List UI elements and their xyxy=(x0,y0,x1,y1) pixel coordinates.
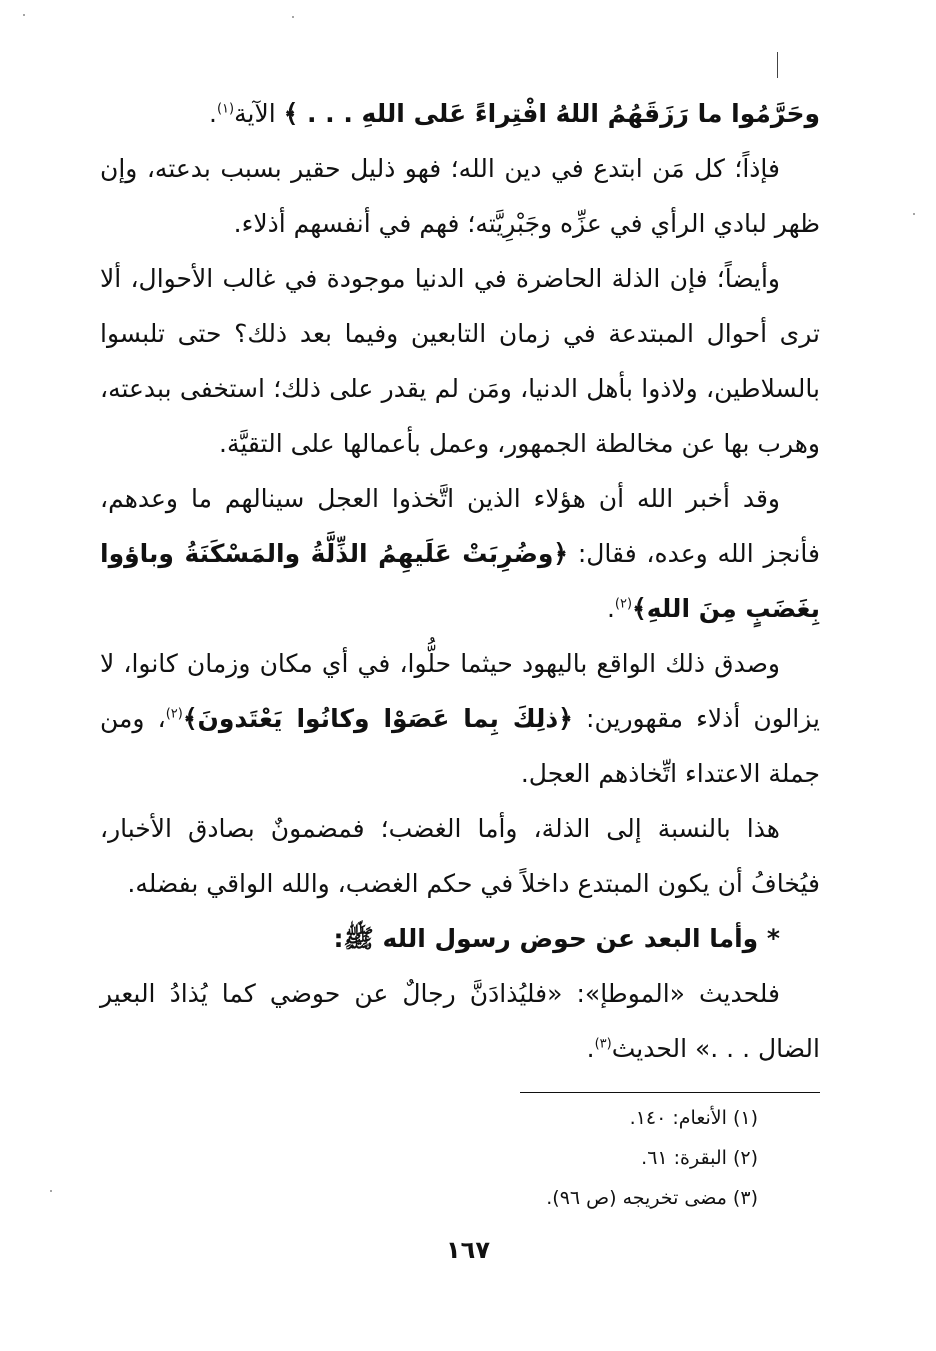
footnote-1: (١) الأنعام: ١٤٠. xyxy=(629,1107,758,1129)
paragraph-text: هذا بالنسبة إلى الذلة، وأما الغضب؛ فمضمونٌ بصادق الأخبار، فيُخافُ أن يكون المبتدع داخلاً في حكم الغضب، والله الواقي بفضله. xyxy=(100,814,820,898)
footnote-ref: (٢) xyxy=(614,596,633,612)
paragraph-text: وقد أخبر الله أن هؤلاء الذين اتَّخذوا العجل سينالهم ما وعدهم، فأنجز الله وعده، فقال: xyxy=(100,484,820,568)
paragraph-text: . xyxy=(586,1034,595,1063)
footnote-ref: (٣) xyxy=(594,1036,612,1052)
paragraph-text: وصدق ذلك الواقع باليهود حيثما حلُّوا، في أي مكان وزمان كانوا، لا يزالون أذلاء مقهورين: xyxy=(100,649,821,733)
paragraph xyxy=(100,471,820,636)
scan-speck xyxy=(50,1190,52,1192)
paragraph xyxy=(100,251,820,471)
footnote-ref: (١) xyxy=(216,101,235,117)
margin-mark xyxy=(777,52,778,78)
scan-speck xyxy=(292,16,294,18)
paragraph xyxy=(100,966,820,1076)
paragraph-text: الآية xyxy=(234,99,284,128)
paragraph xyxy=(100,86,820,141)
footnote-separator xyxy=(520,1092,820,1093)
paragraph xyxy=(100,911,820,966)
page-number: ١٦٧ xyxy=(446,1236,490,1264)
paragraph-text: فإذاً؛ كل مَن ابتدع في دين الله؛ فهو ذليل حقير بسبب بدعته، وإن ظهر لبادي الرأي في عزِّه وجَبْرِيَّته؛ فهم في أنفسهم أذلاء. xyxy=(100,154,820,238)
paragraph-text: . xyxy=(606,594,615,623)
quran-verse: وحَرَّمُوا ما رَزَقَهُمُ اللهُ افْتِراءً عَلى اللهِ . . . ﴾ xyxy=(283,99,820,128)
section-heading: * وأما البعد عن حوض رسول الله ﷺ: xyxy=(333,924,780,953)
paragraph-text: وأيضاً؛ فإن الذلة الحاضرة في الدنيا موجودة في غالب الأحوال، ألا ترى أحوال المبتدعة في زمان التابعين وفيما بعد ذلك؟ حتى تلبسوا بالسلاطين، ولاذوا بأهل الدنيا، ومَن لم يقدر على ذلك؛ استخفى ببدعته، وهرب بها عن مخالطة الجمهور، وعمل بأعمالها على التقيَّة. xyxy=(100,264,820,458)
quran-verse: ﴿ذلِكَ بِما عَصَوْا وكانُوا يَعْتَدونَ﴾ xyxy=(182,704,573,733)
paragraph-text: . xyxy=(208,99,217,128)
paragraph-text: ، ومن جملة الاعتداء اتِّخاذهم العجل. xyxy=(100,704,820,788)
footnote-ref: (٢) xyxy=(165,706,183,722)
footnote-2: (٢) البقرة: ٦١. xyxy=(641,1147,758,1169)
body-text xyxy=(100,86,820,1076)
paragraph xyxy=(100,141,820,251)
scan-speck xyxy=(23,14,25,16)
scan-speck xyxy=(913,213,915,215)
footnote-3: (٣) مضى تخريجه (ص ٩٦). xyxy=(546,1187,758,1209)
paragraph xyxy=(100,801,820,911)
paragraph xyxy=(100,636,820,801)
quran-verse: ﴿وضُرِبَتْ عَلَيهِمُ الذِّلَّةُ والمَسْكَنَةُ وباؤوا بِغَضَبٍ مِنَ اللهِ﴾ xyxy=(100,539,820,623)
paragraph-text: فلحديث «الموطإ»: «فليُذادَنَّ رجالٌ عن حوضي كما يُذادُ البعير الضال . . .» الحديث xyxy=(100,979,820,1063)
footnotes xyxy=(300,1098,758,1218)
